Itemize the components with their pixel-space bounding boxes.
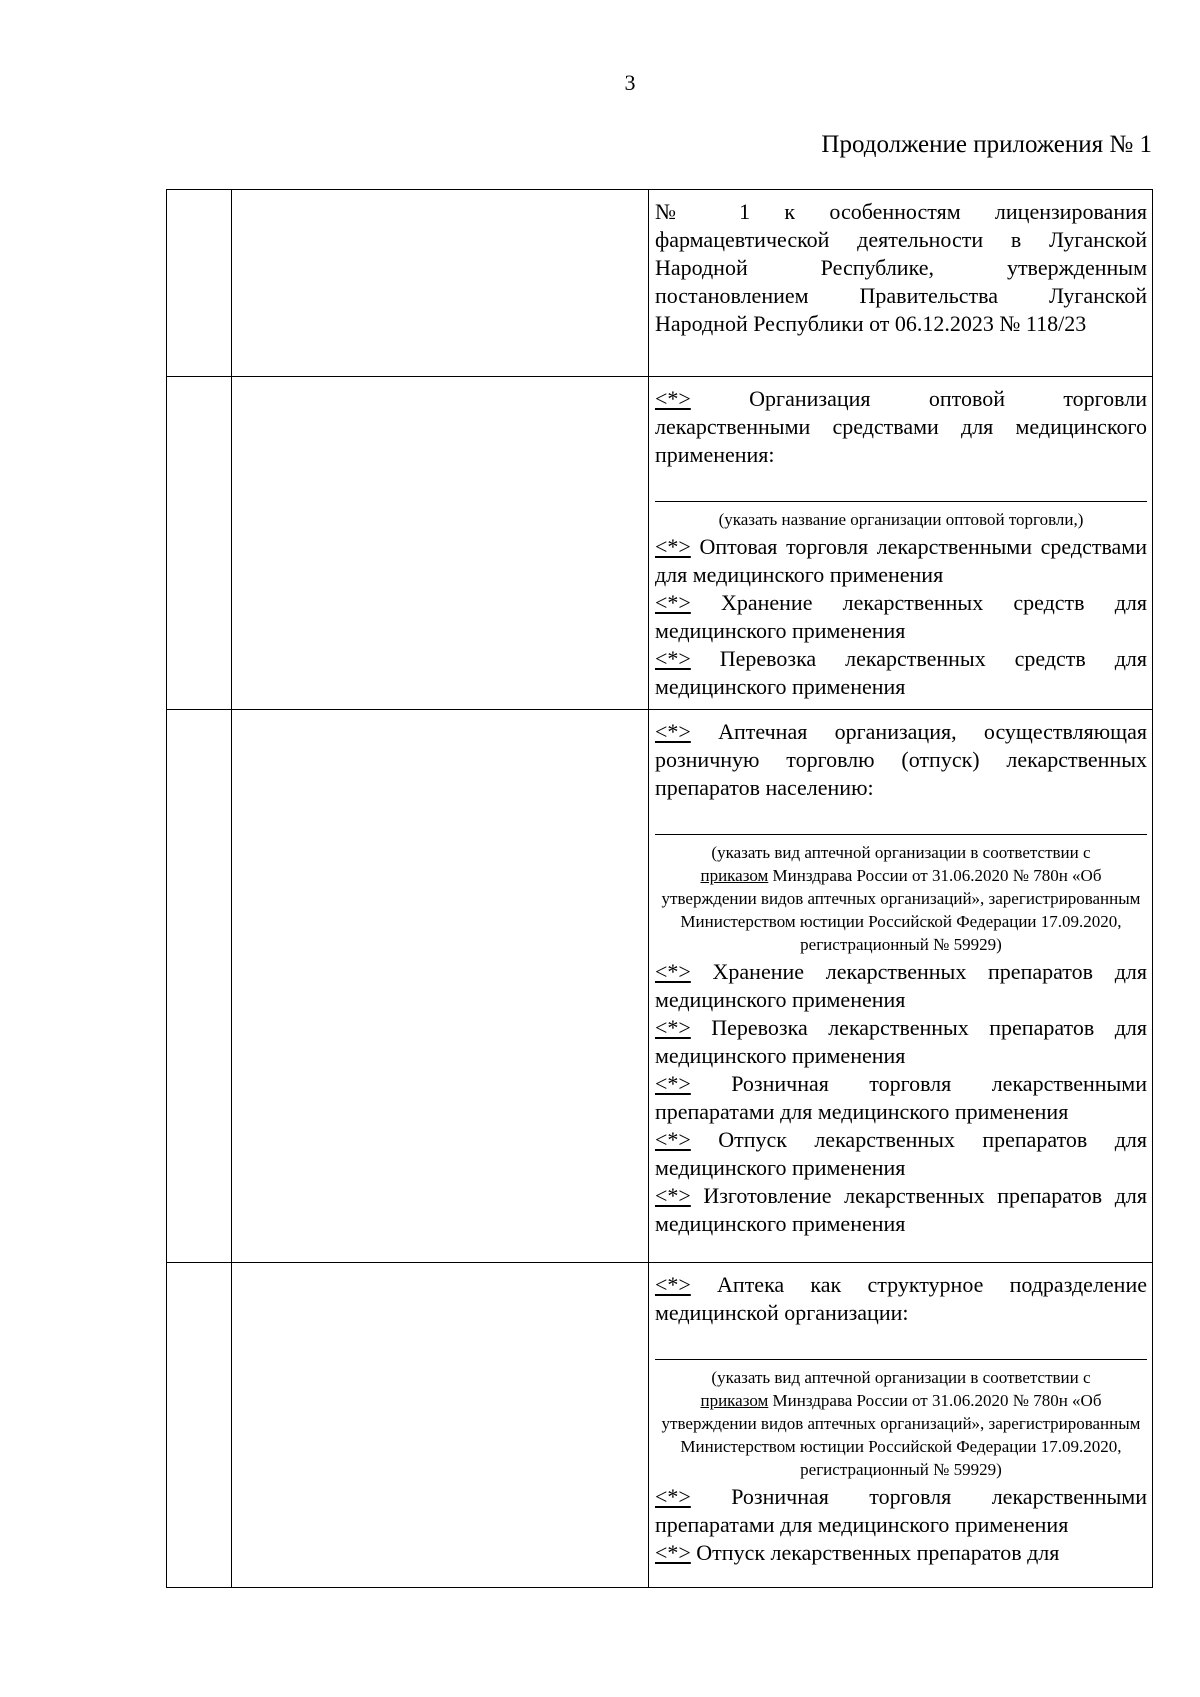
order-link[interactable]: приказом [700, 1391, 769, 1410]
list-item [655, 1539, 1147, 1567]
list-item [655, 589, 1147, 645]
hint-text: Минздрава России от 31.06.2020 № 780н «Об утверждении видов аптечных организаций», зарегистрированным Министерством юстиции Российской Федерации 17.09.2020, регистрационный № 59929) [661, 1391, 1141, 1479]
empty-cell [167, 710, 232, 1263]
empty-cell [232, 1263, 649, 1588]
checkbox-marker[interactable]: <*> [654, 1540, 691, 1565]
checkbox-marker[interactable]: <*> [654, 1484, 691, 1509]
fill-in-hint [655, 841, 1147, 956]
empty-cell [167, 1263, 232, 1588]
checkbox-marker[interactable]: <*> [654, 719, 691, 744]
list-item-text: Хранение лекарственных средств для медицинского применения [654, 590, 1147, 643]
section-title [655, 718, 1147, 802]
empty-cell [232, 190, 649, 377]
list-item [655, 958, 1147, 1014]
table-row [167, 1263, 1153, 1588]
content-cell [648, 710, 1152, 1263]
list-item [655, 645, 1147, 701]
appendix-reference-text: № 1 к особенностям лицензирования фармацевтической деятельности в Луганской Народной Республике, утвержденным постановлением Правительства Луганской Народной Республики от 06.12.2023 № 118/23 [654, 199, 1147, 336]
empty-cell [167, 377, 232, 710]
checkbox-marker[interactable]: <*> [654, 590, 691, 615]
order-link[interactable]: приказом [700, 866, 769, 885]
section-title-text: Организация оптовой торговли лекарственными средствами для медицинского применения: [654, 386, 1148, 467]
page-heading: Продолжение приложения № 1 [821, 131, 1152, 158]
fill-in-line[interactable] [655, 469, 1147, 502]
content-cell [648, 1263, 1152, 1588]
section-title-text: Аптечная организация, осуществляющая розничную торговлю (отпуск) лекарственных препаратов населению: [654, 719, 1148, 800]
checkbox-marker[interactable]: <*> [654, 959, 691, 984]
page-number: 3 [624, 70, 636, 95]
empty-cell [232, 377, 649, 710]
fill-in-line[interactable] [655, 1327, 1147, 1360]
table-row [167, 190, 1153, 377]
checkbox-marker[interactable]: <*> [654, 386, 691, 411]
list-item [655, 533, 1147, 589]
list-item-text: Изготовление лекарственных препаратов для медицинского применения [654, 1183, 1148, 1236]
content-cell [648, 190, 1152, 377]
list-item [655, 1126, 1147, 1182]
list-item-text: Розничная торговля лекарственными препаратами для медицинского применения [654, 1071, 1147, 1124]
list-item-text: Перевозка лекарственных препаратов для медицинского применения [654, 1015, 1147, 1068]
list-item [655, 1014, 1147, 1070]
list-item-text: Отпуск лекарственных препаратов для [696, 1540, 1060, 1565]
fill-in-hint [655, 1366, 1147, 1481]
section-title [655, 385, 1147, 469]
empty-cell [232, 710, 649, 1263]
empty-cell [167, 190, 232, 377]
fill-in-line[interactable] [655, 802, 1147, 835]
list-item-text: Отпуск лекарственных препаратов для медицинского применения [654, 1127, 1147, 1180]
list-item-text: Хранение лекарственных препаратов для медицинского применения [654, 959, 1148, 1012]
section-title-text: Аптека как структурное подразделение медицинской организации: [654, 1272, 1147, 1325]
hint-text: (указать вид аптечной организации в соответствии с [711, 1368, 1091, 1387]
list-item [655, 1070, 1147, 1126]
checkbox-marker[interactable]: <*> [654, 1272, 691, 1297]
checkbox-marker[interactable]: <*> [654, 646, 691, 671]
checkbox-marker[interactable]: <*> [654, 1071, 691, 1096]
list-item-text: Розничная торговля лекарственными препаратами для медицинского применения [654, 1484, 1147, 1537]
section-title [655, 1271, 1147, 1327]
list-item-text: Оптовая торговля лекарственными средствами для медицинского применения [654, 534, 1148, 587]
table-row [167, 377, 1153, 710]
list-item-text: Перевозка лекарственных средств для медицинского применения [654, 646, 1147, 699]
form-table [166, 189, 1153, 1588]
table-row [167, 710, 1153, 1263]
list-item [655, 1182, 1147, 1238]
content-cell [648, 377, 1152, 710]
checkbox-marker[interactable]: <*> [654, 534, 691, 559]
fill-in-hint: (указать название организации оптовой торговли,) [718, 510, 1084, 529]
list-item [655, 1483, 1147, 1539]
hint-text: Минздрава России от 31.06.2020 № 780н «Об утверждении видов аптечных организаций», зарегистрированным Министерством юстиции Российской Федерации 17.09.2020, регистрационный № 59929) [661, 866, 1141, 954]
hint-text: (указать вид аптечной организации в соответствии с [711, 843, 1091, 862]
checkbox-marker[interactable]: <*> [654, 1127, 691, 1152]
checkbox-marker[interactable]: <*> [654, 1015, 691, 1040]
checkbox-marker[interactable]: <*> [654, 1183, 691, 1208]
